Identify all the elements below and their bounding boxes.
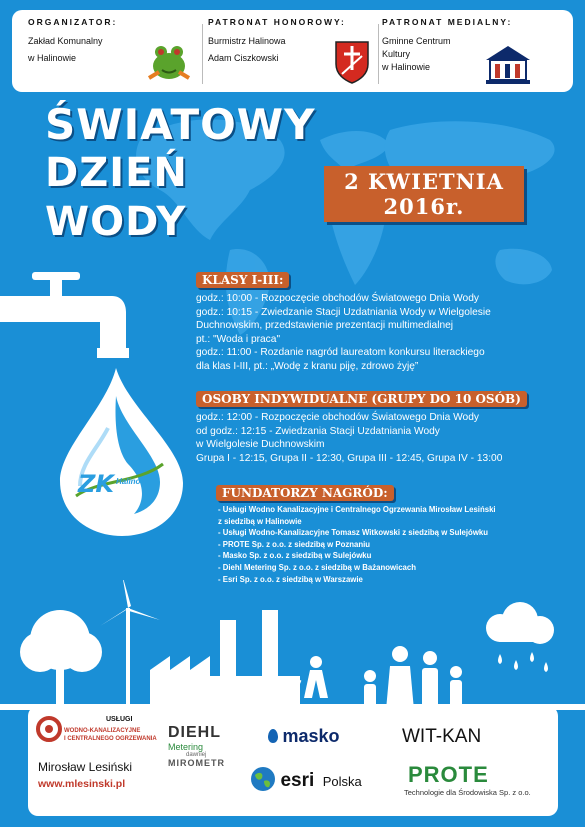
schedule-line: dla klas I-III, pt.: „Wodę z kranu piję, zdrowo żyję” bbox=[196, 360, 419, 372]
masko-logo bbox=[268, 726, 340, 747]
lesinski-logo bbox=[34, 712, 166, 810]
title-line2: DZIEŃ bbox=[45, 150, 188, 196]
title-line1: ŚWIATOWY bbox=[45, 100, 316, 149]
founders-list bbox=[218, 504, 496, 585]
founder-line: - PROTE Sp. z o.o. z siedzibą w Poznaniu bbox=[218, 539, 371, 549]
header-divider bbox=[202, 24, 203, 84]
founder-line: - Esri Sp. z o.o. z siedzibą w Warszawie bbox=[218, 574, 363, 584]
event-date-badge bbox=[324, 166, 524, 222]
honorary-line1: Burmistrz Halinowa bbox=[208, 36, 286, 46]
patrons-header bbox=[12, 10, 573, 92]
zk-logo-text: ZK bbox=[78, 470, 114, 498]
zk-logo-town: Halinów bbox=[116, 477, 147, 486]
honorary-line2: Adam Ciszkowski bbox=[208, 53, 279, 63]
organizer-heading: ORGANIZATOR: bbox=[28, 17, 118, 27]
witkan-logo bbox=[402, 726, 481, 748]
schedule-line: godz.: 12:00 - Rozpoczęcie obchodów Światowego Dnia Wody bbox=[196, 412, 479, 423]
schedule-line: w Wielgolesie Duchnowskim bbox=[196, 439, 325, 451]
founder-line: - Masko Sp. z o.o. z siedzibą w Sulejówku bbox=[218, 551, 372, 561]
masko-name: masko bbox=[282, 726, 340, 746]
masko-drop-icon bbox=[268, 729, 278, 743]
classes-schedule bbox=[196, 292, 491, 374]
organizer-line1: Zakład Komunalny bbox=[28, 36, 103, 46]
individuals-heading: OSOBY INDYWIDUALNE (GRUPY DO 10 OSÓB) bbox=[196, 391, 527, 407]
lesinski-sub2: I CENTRALNEGO OGRZEWANIA bbox=[64, 736, 157, 742]
media-line1: Gminne Centrum bbox=[382, 36, 451, 46]
schedule-line: od godz.: 12:15 - Zwiedzania Stacji Uzdatniania Wody bbox=[196, 425, 440, 437]
title-line3: WODY bbox=[45, 199, 187, 245]
sponsors-footer bbox=[28, 706, 558, 816]
media-line3: w Halinowie bbox=[382, 62, 431, 72]
schedule-line: Duchnowskim, przedstawienie prezentacji multimedialnej bbox=[196, 320, 454, 332]
lesinski-sub1: WODNO-KANALIZACYJNE bbox=[64, 728, 141, 734]
diehl-sub2: dawniej bbox=[186, 752, 207, 758]
founder-line: - Usługi Wodno-Kanalizacyjne Tomasz Witkowski z siedzibą w Sulejówku bbox=[218, 528, 488, 538]
diehl-sub1: Metering bbox=[168, 742, 204, 752]
lesinski-url: www.mlesinski.pl bbox=[38, 778, 126, 790]
esri-logo bbox=[250, 766, 362, 792]
prote-logo bbox=[404, 762, 531, 797]
water-tap-icon bbox=[0, 268, 140, 378]
schedule-line: pt.: "Woda i praca" bbox=[196, 333, 281, 345]
header-divider bbox=[378, 24, 379, 84]
founder-line: - Diehl Metering Sp. z o.o. z siedzibą w Bażanowicach bbox=[218, 562, 416, 572]
diehl-logo bbox=[168, 724, 258, 768]
individuals-schedule bbox=[196, 411, 502, 465]
media-heading: PATRONAT MEDIALNY: bbox=[382, 17, 513, 27]
organizer-line2: w Halinowie bbox=[28, 53, 77, 63]
lesinski-emblem-icon bbox=[36, 716, 62, 742]
frog-logo-icon bbox=[144, 38, 194, 86]
founder-line: - Usługi Wodno Kanalizacyjne i Centralnego Ogrzewania Mirosław Lesiński bbox=[218, 505, 496, 514]
prote-name: PROTE bbox=[408, 762, 489, 787]
globe-icon bbox=[250, 766, 276, 792]
diehl-sub3: MIROMETR bbox=[168, 758, 225, 768]
landscape-scene-graphic bbox=[0, 580, 585, 710]
honorary-heading: PATRONAT HONOROWY: bbox=[208, 17, 346, 27]
date-line2: 2016r. bbox=[383, 194, 465, 219]
media-block bbox=[382, 16, 567, 74]
esri-country: Polska bbox=[322, 774, 362, 789]
coat-of-arms-icon bbox=[334, 40, 370, 84]
founder-line: z siedzibą w Halinowie bbox=[218, 516, 302, 526]
founders-heading: FUNDATORZY NAGRÓD: bbox=[216, 485, 394, 501]
media-line2: Kultury bbox=[382, 49, 411, 59]
witkan-name: WIT-KAN bbox=[402, 726, 482, 747]
water-drop-icon bbox=[58, 368, 188, 538]
schedule-line: godz.: 10:15 - Zwiedzanie Stacji Uzdatniania Wody w Wielgolesie bbox=[196, 306, 491, 318]
date-line1: 2 KWIETNIA bbox=[344, 169, 504, 194]
schedule-line: godz.: 10:00 - Rozpoczęcie obchodów Światowego Dnia Wody bbox=[196, 293, 479, 304]
culture-centre-logo-icon bbox=[482, 42, 534, 86]
classes-heading: KLASY I-III: bbox=[196, 272, 289, 288]
lesinski-name: Mirosław Lesiński bbox=[38, 760, 133, 774]
esri-name: esri bbox=[280, 770, 315, 791]
schedule-line: Grupa I - 12:15, Grupa II - 12:30, Grupa III - 12:45, Grupa IV - 13:00 bbox=[196, 452, 503, 464]
diehl-name: DIEHL bbox=[168, 724, 221, 741]
schedule-line: godz.: 11:00 - Rozdanie nagród laureatom konkursu literackiego bbox=[196, 347, 485, 359]
lesinski-top: USŁUGI bbox=[106, 716, 133, 723]
prote-tagline: Technologie dla Środowiska Sp. z o.o. bbox=[404, 788, 531, 797]
